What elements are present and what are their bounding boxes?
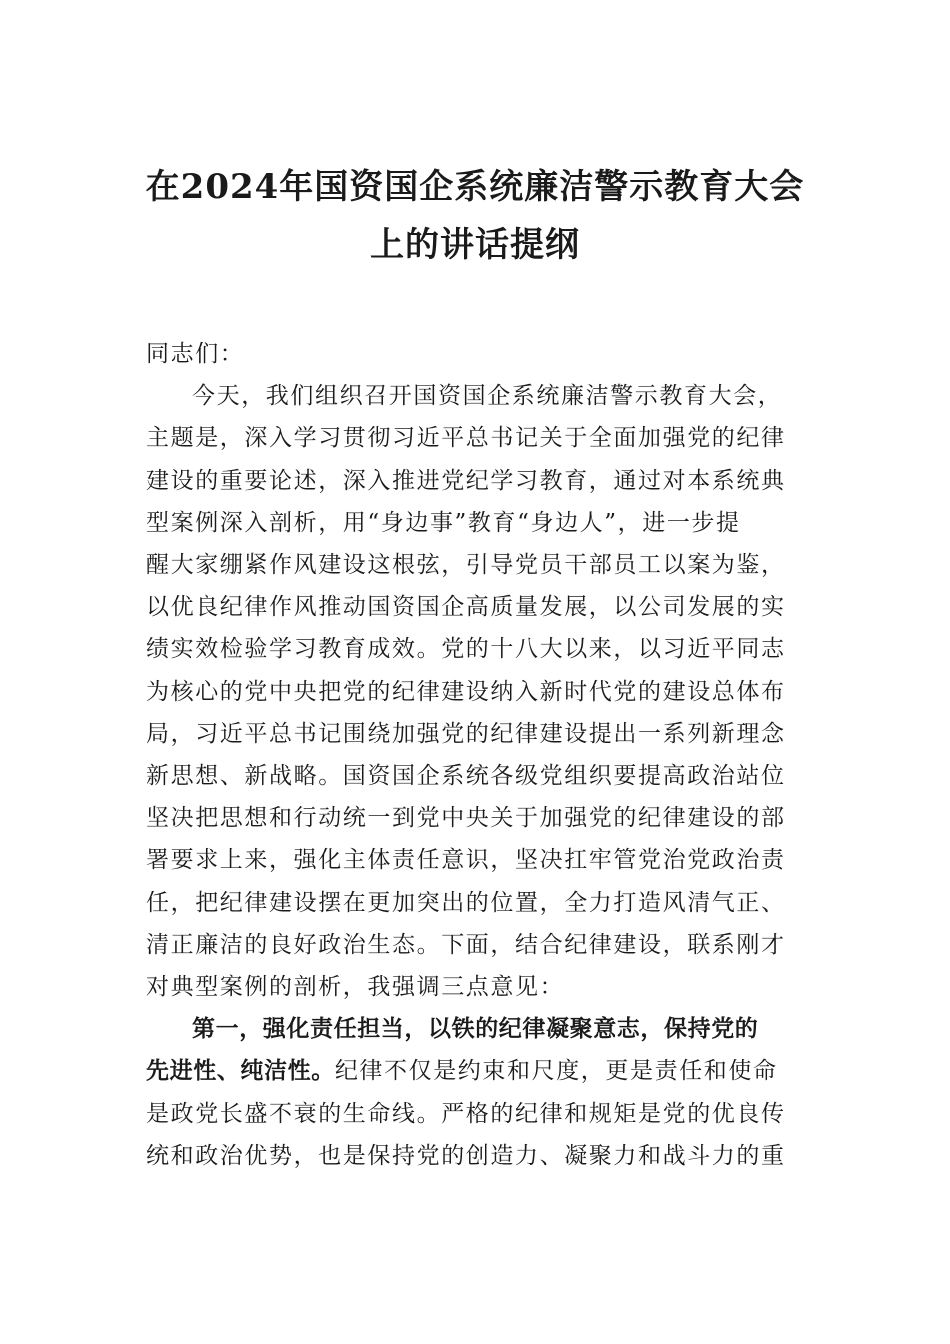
paragraph-line: 是政党长盛不衰的生命线。严格的纪律和规矩是党的优良传 xyxy=(146,1100,786,1127)
paragraph-line: 今天，我们组织召开国资国企系统廉洁警示教育大会， xyxy=(192,383,783,410)
salutation: 同志们： xyxy=(146,341,245,367)
paragraph-line: 为核心的党中央把党的纪律建设纳入新时代党的建设总体布 xyxy=(146,678,786,705)
paragraph-line: 坚决把思想和行动统一到党中央关于加强党的纪律建设的部 xyxy=(146,805,786,832)
title-line-2: 上的讲话提纲 xyxy=(370,225,580,265)
document-body xyxy=(146,333,810,1177)
section-1-text: 纪律不仅是约束和尺度，更是责任和使命 xyxy=(334,1058,778,1085)
paragraph-line: 型案例深入剖析，用“身边事”教育“身边人”，进一步提 xyxy=(146,509,741,536)
paragraph-line: 局，习近平总书记围绕加强党的纪律建设提出一系列新理念 xyxy=(146,720,786,747)
document-title xyxy=(120,158,830,274)
paragraph-line: 统和政治优势，也是保持党的创造力、凝聚力和战斗力的重 xyxy=(146,1142,786,1169)
paragraph-line: 建设的重要论述，深入推进党纪学习教育，通过对本系统典 xyxy=(146,467,786,494)
section-1 xyxy=(146,1008,810,1177)
section-1-heading-tail: 先进性、纯洁性。 xyxy=(146,1058,335,1085)
paragraph-line: 主题是，深入学习贯彻习近平总书记关于全面加强党的纪律 xyxy=(146,425,786,452)
section-1-heading: 第一，强化责任担当，以铁的纪律凝聚意志，保持党的 xyxy=(192,1016,759,1043)
paragraph-line: 清正廉洁的良好政治生态。下面，结合纪律建设，联系刚才 xyxy=(146,931,786,958)
paragraph-line: 醒大家绷紧作风建设这根弦，引导党员干部员工以案为鉴， xyxy=(146,552,786,579)
paragraph-line: 绩实效检验学习教育成效。党的十八大以来，以习近平同志 xyxy=(146,636,786,663)
paragraph-line: 对典型案例的剖析，我强调三点意见： xyxy=(146,974,565,1001)
paragraph-line: 任，把纪律建设摆在更加突出的位置，全力打造风清气正、 xyxy=(146,889,786,916)
paragraph-line: 以优良纪律作风推动国资国企高质量发展，以公司发展的实 xyxy=(146,594,786,621)
section-1-line xyxy=(146,1050,810,1092)
paragraph-1 xyxy=(146,375,810,1008)
paragraph-line: 新思想、新战略。国资国企系统各级党组织要提高政治站位 xyxy=(146,763,786,790)
title-line-1: 在2024年国资国企系统廉洁警示教育大会 xyxy=(145,167,805,207)
paragraph-line: 署要求上来，强化主体责任意识，坚决扛牢管党治党政治责 xyxy=(146,847,786,874)
